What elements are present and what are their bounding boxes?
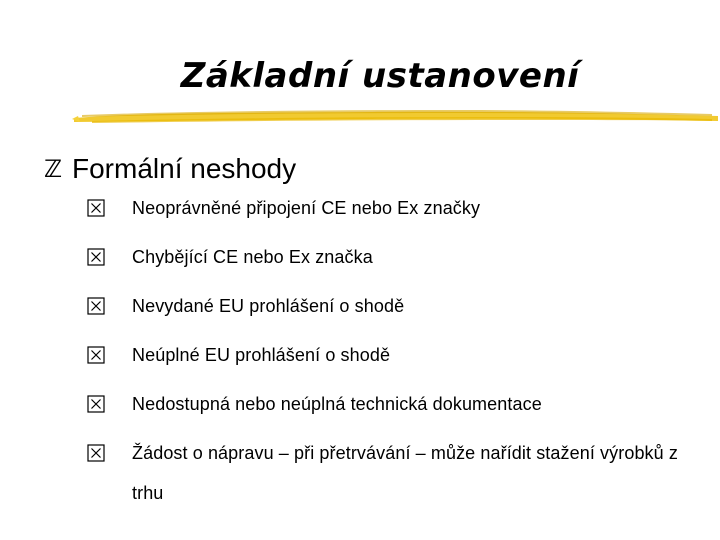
list-item-text: Neúplné EU prohlášení o shodě [132, 345, 391, 365]
list-item [87, 245, 707, 277]
title-underline-brush [72, 104, 720, 130]
list-item [87, 196, 707, 228]
checkbox-x-icon [87, 444, 105, 462]
z-bullet-icon: ℤ [44, 155, 63, 183]
list-item-text: Žádost o nápravu – při přetrvávání – může nařídit stažení výrobků z trhu [132, 443, 678, 503]
slide-title: Základní ustanovení [180, 56, 580, 96]
section-heading-text: Formální neshody [72, 153, 297, 184]
checkbox-x-icon [87, 297, 105, 315]
list-item-text: Nedostupná nebo neúplná technická dokumentace [132, 394, 542, 414]
list-item-text: Chybějící CE nebo Ex značka [132, 247, 373, 267]
bullet-list [87, 196, 707, 513]
checkbox-x-icon [87, 346, 105, 364]
list-item [87, 392, 707, 424]
list-item [87, 343, 707, 375]
list-item-text: Neoprávněné připojení CE nebo Ex značky [132, 198, 481, 218]
section-heading [44, 151, 296, 187]
checkbox-x-icon [87, 199, 105, 217]
list-item [87, 294, 707, 326]
list-item [87, 441, 707, 513]
checkbox-x-icon [87, 248, 105, 266]
list-item-text: Nevydané EU prohlášení o shodě [132, 296, 405, 316]
checkbox-x-icon [87, 395, 105, 413]
